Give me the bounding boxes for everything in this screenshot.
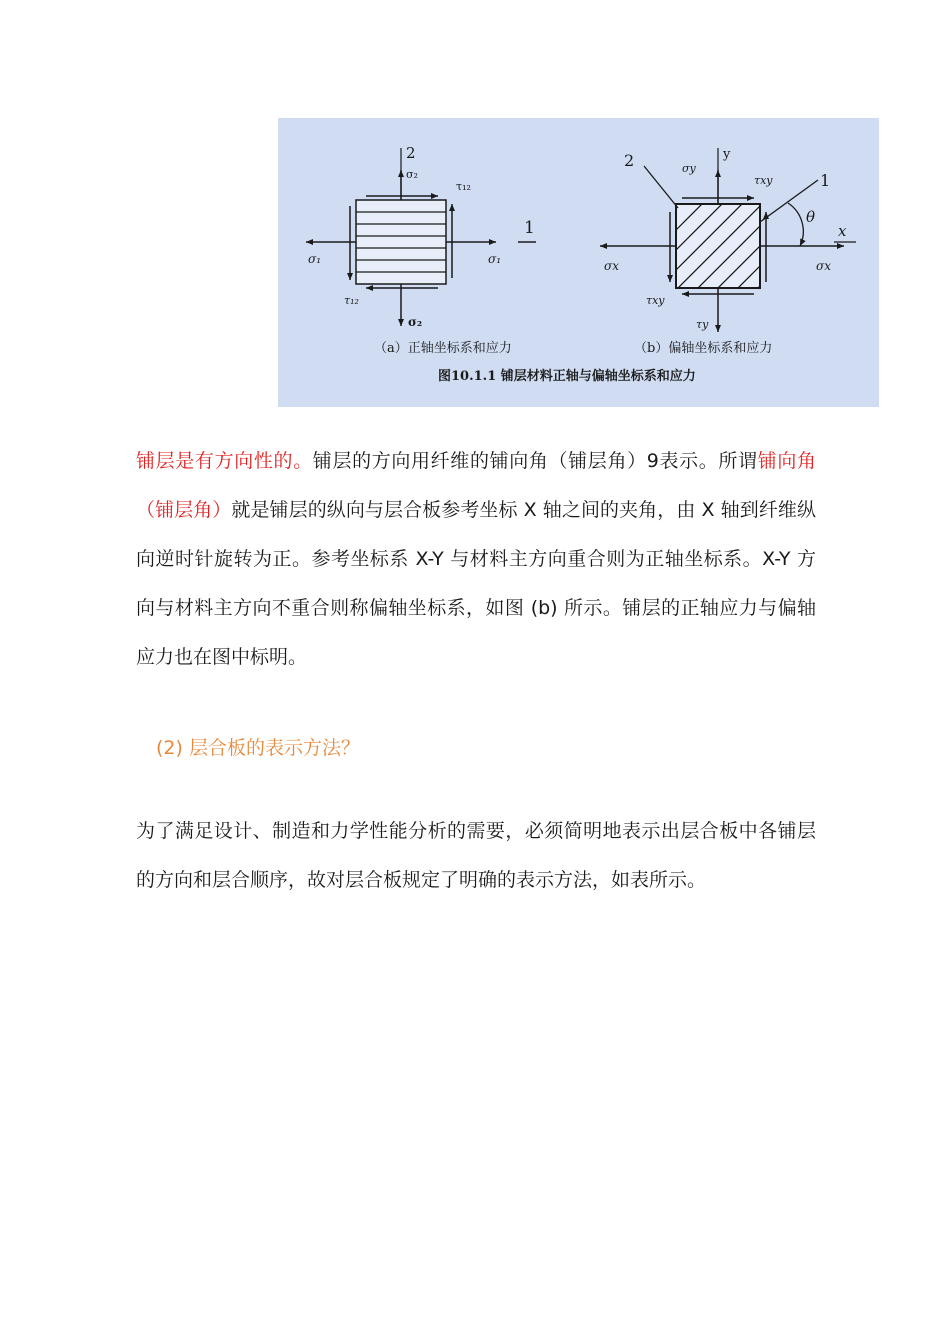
paragraph-laminate-notation: 为了满足设计、制造和力学性能分析的需要，必须简明地表示出层合板中各铺层的方向和层合顺序，故对层合板规定了明确的表示方法，如表所示。 <box>136 820 816 891</box>
off-axis-diagram <box>600 147 856 356</box>
axis-1-label: 1 <box>524 218 535 238</box>
highlight-ply-angle: 铺向角（铺层角） <box>136 450 816 521</box>
axis-1-right-label: 1 <box>820 171 831 190</box>
sigma-x-left-label: σx <box>604 259 619 273</box>
sigma2-bottom-label: σ₂ <box>408 315 423 329</box>
stress-diagram <box>278 118 879 407</box>
theta-label: θ <box>806 208 816 226</box>
text-ply-angle-definition: 就是铺层的纵向与层合板参考坐标 X 轴之间的夹角，由 X 轴到纤维纵向逆时针旋转为正。参考坐标系 X-Y 与材料主方向重合则为正轴坐标系。X-Y 方向与材料主方向不重合则称偏轴坐标系，如图 (b) 所示。铺层的正轴应力与偏轴应力也在图中标明。 <box>136 499 816 668</box>
right-caption: （b）偏轴坐标系和应力 <box>634 341 773 356</box>
tau12-top-label: τ₁₂ <box>456 180 471 193</box>
tau-xy-bottom-label: τxy <box>646 294 665 307</box>
sigma2-top-label: σ₂ <box>406 168 418 181</box>
axis-y-label: y <box>723 147 731 162</box>
sigma1-right-label: σ₁ <box>488 252 502 266</box>
tau12-bottom-label: τ₁₂ <box>344 294 359 307</box>
axis-x-label: x <box>838 222 847 240</box>
figure-caption: 图10.1.1 铺层材料正轴与偏轴坐标系和应力 <box>438 369 696 384</box>
tau-y-bottom-label: τy <box>696 318 709 331</box>
text-ply-angle-intro: 铺层的方向用纤维的铺向角（铺层角）9表示。所谓 <box>312 450 758 472</box>
stress-figure <box>278 118 879 407</box>
left-caption: （a）正轴坐标系和应力 <box>374 341 512 356</box>
principal-axes-diagram <box>306 144 536 356</box>
sigma-x-right-label: σx <box>816 259 831 273</box>
highlight-ply-directional: 铺层是有方向性的。 <box>136 450 313 472</box>
sigma-y-label: σy <box>682 162 696 175</box>
paragraph-ply-orientation <box>136 437 816 682</box>
axis-2-label: 2 <box>406 144 416 162</box>
section-heading-laminate-notation: (2) 层合板的表示方法？ <box>156 737 360 759</box>
sigma1-left-label: σ₁ <box>308 252 322 266</box>
tau-xy-top-label: τxy <box>754 174 773 187</box>
axis-2-right-label: 2 <box>624 151 635 170</box>
